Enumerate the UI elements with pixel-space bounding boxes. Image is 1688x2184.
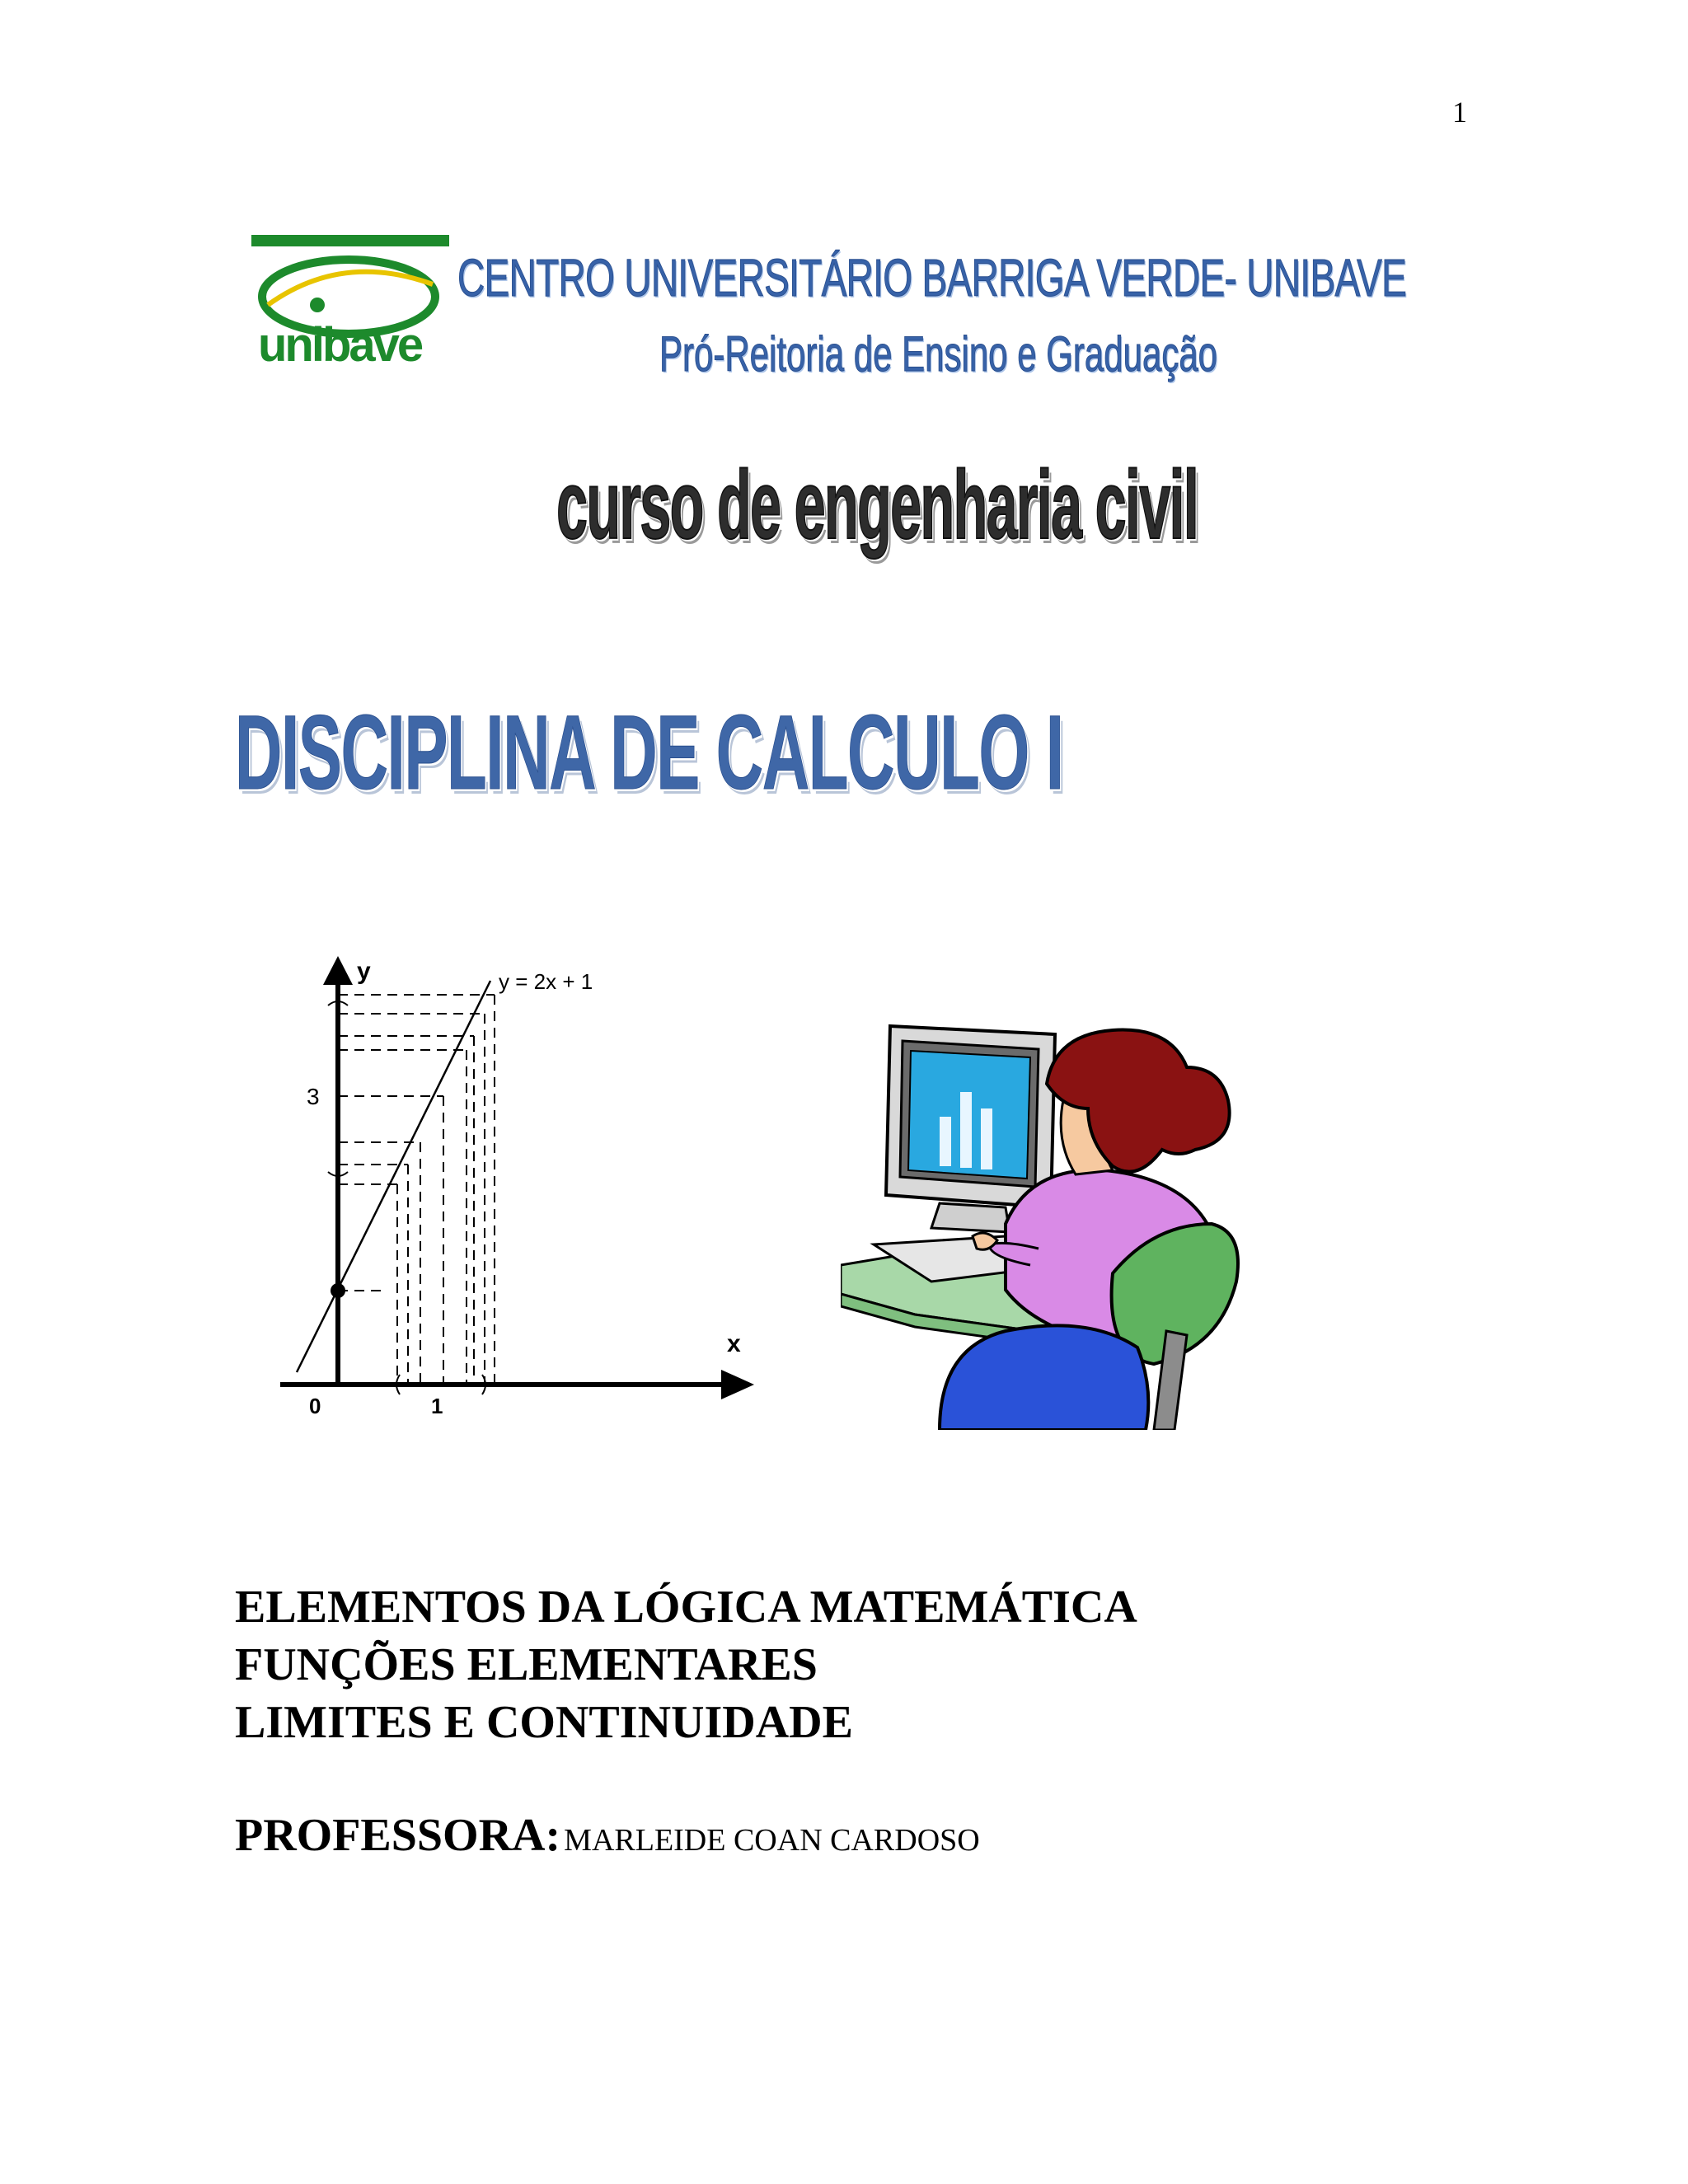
x-axis-arrow xyxy=(721,1370,754,1399)
origin-label: 0 xyxy=(309,1394,321,1418)
x-axis-label: x xyxy=(727,1330,741,1357)
function-equation: y = 2x + 1 xyxy=(499,969,593,994)
x-tick-label: 1 xyxy=(431,1394,443,1418)
function-line xyxy=(297,981,490,1372)
topic-item: LIMITES E CONTINUIDADE xyxy=(235,1697,853,1748)
topic-item: FUNÇÕES ELEMENTARES xyxy=(235,1639,818,1690)
woman-at-computer-clipart xyxy=(841,1018,1253,1430)
function-graph xyxy=(272,948,767,1426)
teacher-label: PROFESSORA: xyxy=(235,1810,561,1861)
unibave-logo xyxy=(251,235,449,375)
institution-subtitle: Pró-Reitoria de Ensino e Graduação xyxy=(659,326,1218,382)
teacher-line xyxy=(235,1809,980,1862)
institution-name: CENTRO UNIVERSITÁRIO BARRIGA VERDE- UNIBAVE xyxy=(457,248,1407,307)
woman-computer-icon xyxy=(841,1018,1253,1430)
teacher-name: MARLEIDE COAN CARDOSO xyxy=(564,1823,980,1858)
topic-item: ELEMENTOS DA LÓGICA MATEMÁTICA xyxy=(235,1582,1137,1633)
page-number: 1 xyxy=(1452,96,1467,129)
y-tick-label: 3 xyxy=(307,1084,320,1109)
logo-text: unibave xyxy=(258,318,422,372)
discipline-title: DISCIPLINA DE CALCULO I xyxy=(235,694,1063,812)
y-axis-label: y xyxy=(357,958,371,985)
course-title: curso de engenharia civil xyxy=(556,451,1198,560)
y-axis-arrow xyxy=(323,956,353,985)
topics-list xyxy=(235,1578,1137,1751)
